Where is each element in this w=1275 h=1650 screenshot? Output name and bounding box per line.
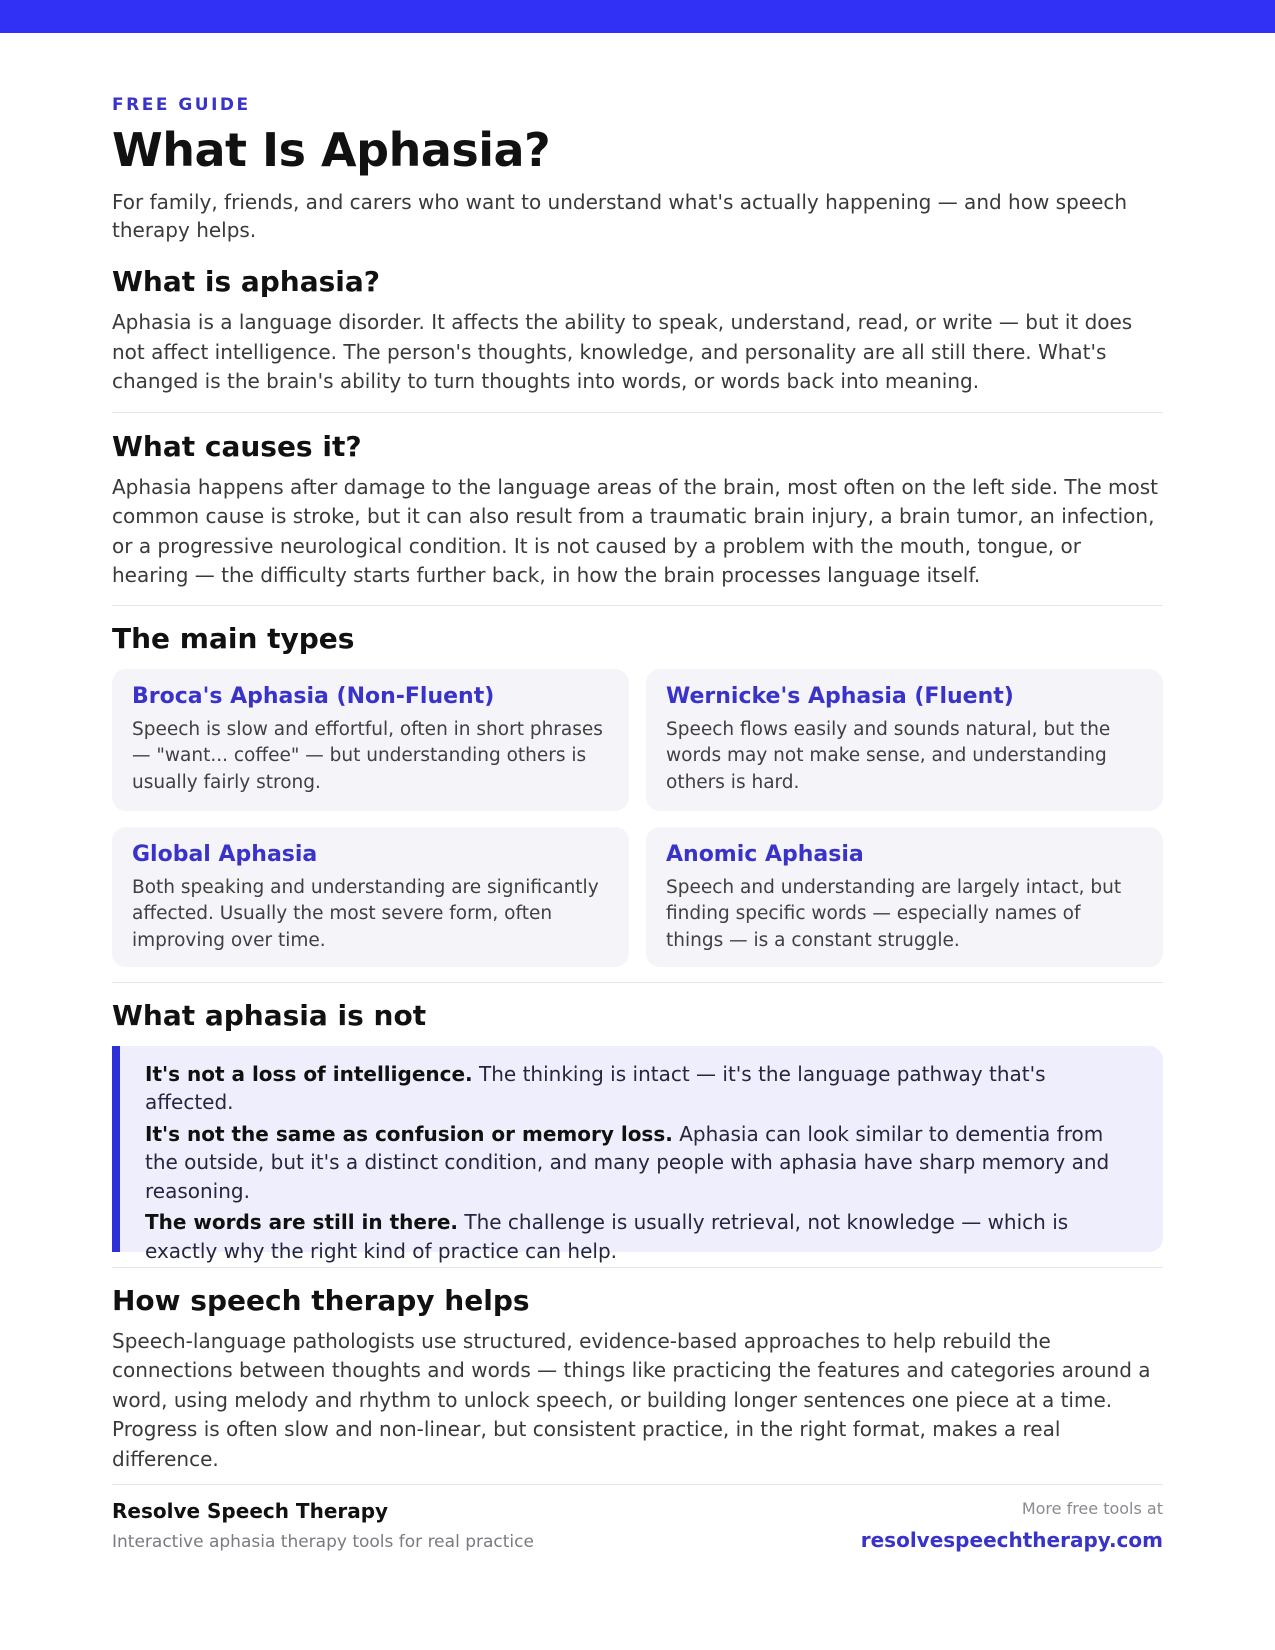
callout-item-lead: It's not the same as confusion or memory loss. — [145, 1121, 673, 1146]
section-divider — [112, 605, 1163, 606]
page-subtitle: For family, friends, and carers who want to understand what's actually happening — and how speech therapy helps. — [112, 190, 1128, 242]
page-title: What Is Aphasia? — [112, 123, 551, 177]
section-heading: What causes it? — [112, 429, 362, 463]
section-what-is — [112, 264, 1163, 397]
callout-item-text: The challenge is usually retrieval, not knowledge — which is exactly why the right kind of practice can help. — [145, 1210, 1069, 1263]
card-title: Wernicke's Aphasia (Fluent) — [666, 683, 1014, 709]
section-body: Speech-language pathologists use structured, evidence-based approaches to help rebuild the connections between thoughts and words — things like practicing the features and categories around a word, using melody and rhythm to unlock speech, or building longer sentences one piece at a time. Progress is often slow and non-linear, but consistent practice, in the right format, makes a real difference. — [112, 1328, 1151, 1471]
type-card-broca — [112, 669, 629, 811]
types-card-grid — [112, 669, 1163, 967]
section-heading: What is aphasia? — [112, 265, 381, 298]
callout-item-lead: It's not a loss of intelligence. — [145, 1061, 473, 1086]
type-card-global — [112, 827, 629, 967]
card-title: Broca's Aphasia (Non-Fluent) — [132, 683, 495, 709]
guide-page — [112, 94, 1163, 1578]
is-not-callout — [112, 1046, 1163, 1263]
section-causes — [112, 429, 1163, 591]
eyebrow-label: FREE GUIDE — [112, 95, 251, 115]
card-text: Both speaking and understanding are significantly affected. Usually the most severe form, often improving over time. — [132, 876, 599, 951]
footer-brand: Resolve Speech Therapy — [112, 1499, 389, 1523]
section-heading: What aphasia is not — [112, 998, 427, 1032]
page-footer — [112, 1498, 1163, 1578]
section-body: Aphasia happens after damage to the language areas of the brain, most often on the left side. The most common cause is stroke, but it can also result from a traumatic brain injury, a brain tumor, an infection, or a progressive neurological condition. It is not caused by a problem with the mouth, tongue, or hearing — the difficulty starts further back, in how the brain processes language itself. — [112, 474, 1158, 587]
section-is-not — [112, 998, 1163, 1263]
footer-divider — [112, 1484, 1163, 1485]
footer-tagline: Interactive aphasia therapy tools for real practice — [112, 1532, 534, 1552]
section-body: Aphasia is a language disorder. It affects the ability to speak, understand, read, or write — but it does not affect intelligence. The person's thoughts, knowledge, and personality are all still there. What's changed is the brain's ability to turn thoughts into words, or words back into meaning. — [112, 310, 1133, 393]
callout-item — [145, 1060, 1139, 1117]
section-divider — [112, 982, 1163, 983]
callout-item — [145, 1120, 1139, 1206]
card-title: Anomic Aphasia — [666, 841, 864, 867]
callout-item — [145, 1208, 1139, 1265]
section-heading: How speech therapy helps — [112, 1283, 530, 1317]
type-card-anomic — [646, 827, 1163, 967]
section-therapy — [112, 1283, 1163, 1475]
footer-website-link[interactable]: resolvespeechtherapy.com — [860, 1528, 1163, 1552]
section-divider — [112, 1267, 1163, 1268]
section-divider — [112, 412, 1163, 413]
section-heading: The main types — [112, 621, 355, 655]
card-text: Speech and understanding are largely intact, but finding specific words — especially names of things — is a constant struggle. — [666, 876, 1122, 951]
card-text: Speech is slow and effortful, often in short phrases — "want... coffee" — but understanding others is usually fairly strong. — [132, 718, 603, 793]
footer-more-label: More free tools at — [1021, 1499, 1163, 1518]
type-card-wernicke — [646, 669, 1163, 811]
top-accent-bar — [0, 0, 1275, 33]
callout-item-text: The thinking is intact — it's the language pathway that's affected. — [145, 1061, 1046, 1114]
card-title: Global Aphasia — [132, 841, 318, 867]
section-types — [112, 621, 1163, 967]
callout-item-lead: The words are still in there. — [145, 1210, 458, 1234]
card-text: Speech flows easily and sounds natural, but the words may not make sense, and understanding others is hard. — [666, 718, 1111, 793]
callout-item-text: Aphasia can look similar to dementia from the outside, but it's a distinct condition, and many people with aphasia have sharp memory and reasoning. — [145, 1121, 1110, 1203]
